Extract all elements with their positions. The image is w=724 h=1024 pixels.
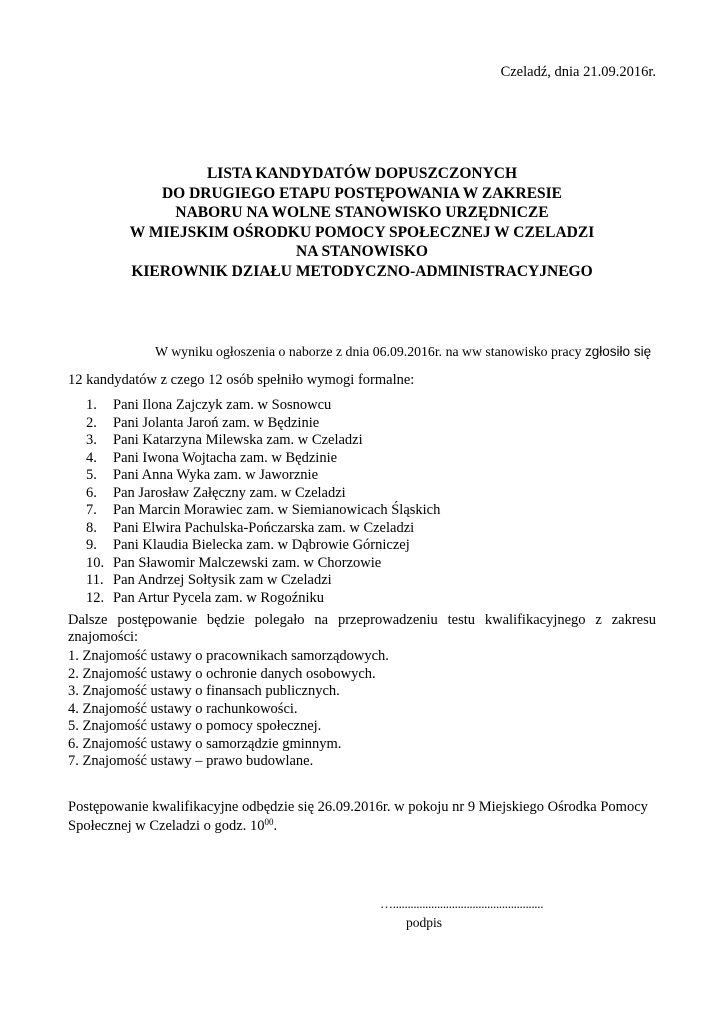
candidate-number: 3. <box>86 432 97 448</box>
candidate-name: Pani Jolanta Jaroń zam. w Będzinie <box>113 414 320 431</box>
candidate-name: Pani Iwona Wojtacha zam. w Będzinie <box>113 449 338 466</box>
title-line: KIEROWNIK DZIAŁU METODYCZNO-ADMINISTRACYJNEGO <box>131 262 593 280</box>
title-line: DO DRUGIEGO ETAPU POSTĘPOWANIA W ZAKRESIE <box>161 184 563 202</box>
intro-text-sans: zgłosiło się <box>585 344 652 359</box>
candidate-number: 8. <box>86 519 97 536</box>
candidate-item <box>86 555 440 573</box>
procedure-intro: Dalsze postępowanie będzie polegało na przeprowadzeniu testu kwalifikacyjnego z zakresu znajomości: <box>68 612 656 645</box>
candidate-item <box>86 537 440 555</box>
topic-item: 1. Znajomość ustawy o pracownikach samorządowych. <box>68 648 389 664</box>
candidate-name: Pan Andrzej Sołtysik zam w Czeladzi <box>113 572 332 588</box>
candidate-name: Pani Katarzyna Milewska zam. w Czeladzi <box>113 432 363 448</box>
candidate-list <box>86 397 440 607</box>
topic-item: 5. Znajomość ustawy o pomocy społecznej. <box>68 718 322 734</box>
candidate-name: Pani Anna Wyka zam. w Jaworznie <box>113 467 319 483</box>
final-end: . <box>273 818 278 834</box>
candidate-number: 5. <box>86 467 97 483</box>
signature-label: podpis <box>406 915 443 930</box>
candidate-name: Pan Marcin Morawiec zam. w Siemianowicach Śląskich <box>113 502 441 518</box>
topic-item: 4. Znajomość ustawy o rachunkowości. <box>68 700 298 717</box>
candidate-item <box>86 432 440 450</box>
candidate-item <box>86 502 440 520</box>
title-line: NABORU NA WOLNE STANOWISKO URZĘDNICZE <box>175 204 549 222</box>
candidate-name: Pani Ilona Zajczyk zam. w Sosnowcu <box>113 397 332 413</box>
topic-item: 3. Znajomość ustawy o finansach publicznych. <box>68 683 340 699</box>
final-text: Postępowanie kwalifikacyjne odbędzie się 26.09.2016r. w pokoju nr 9 Miejskiego Ośrodka Pomocy Społecznej w Czeladzi o godz. 10 <box>68 799 648 834</box>
intro-text: W wyniku ogłoszenia o naborze z dnia 06.09.2016r. na ww stanowisko pracy <box>155 344 586 359</box>
topic-item: 7. Znajomość ustawy – prawo budowlane. <box>68 753 314 769</box>
intro-line-1 <box>155 344 655 360</box>
candidate-item <box>86 467 440 485</box>
candidate-item <box>86 485 440 503</box>
title-line: W MIEJSKIM OŚRODKU POMOCY SPOŁECZNEJ W CZELADZI <box>129 223 595 241</box>
candidate-item <box>86 397 440 415</box>
title-line: LISTA KANDYDATÓW DOPUSZCZONYCH <box>206 165 518 182</box>
candidate-name: Pani Elwira Pachulska-Pończarska zam. w Czeladzi <box>113 519 415 536</box>
candidate-item <box>86 572 440 590</box>
candidate-item <box>86 450 440 468</box>
title-line: NA STANOWISKO <box>296 243 428 261</box>
candidate-name: Pan Jarosław Załęczny zam. w Czeladzi <box>113 484 346 501</box>
topic-item: 6. Znajomość ustawy o samorządzie gminnym. <box>68 735 342 752</box>
candidate-number: 2. <box>86 414 97 431</box>
topic-list <box>68 648 389 771</box>
candidate-number: 10. <box>86 554 105 571</box>
topic-item: 2. Znajomość ustawy o ochronie danych osobowych. <box>68 665 376 682</box>
time-superscript: 00 <box>264 817 274 827</box>
candidate-number: 4. <box>86 449 97 466</box>
candidate-number: 7. <box>86 502 97 518</box>
candidate-name: Pan Sławomir Malczewski zam. w Chorzowie <box>113 554 382 571</box>
place-date: Czeladź, dnia 21.09.2016r. <box>500 64 656 80</box>
candidate-number: 12. <box>86 589 105 606</box>
intro-line-2: 12 kandydatów z czego 12 osób spełniło wymogi formalne: <box>68 372 415 388</box>
candidate-name: Pan Artur Pycela zam. w Rogoźniku <box>113 589 325 606</box>
candidate-number: 11. <box>86 572 104 588</box>
candidate-number: 6. <box>86 484 97 501</box>
candidate-name: Pani Klaudia Bielecka zam. w Dąbrowie Górniczej <box>113 537 410 553</box>
candidate-item <box>86 415 440 433</box>
candidate-number: 9. <box>86 537 97 553</box>
final-paragraph <box>68 798 668 836</box>
candidate-item <box>86 520 440 538</box>
document-title <box>0 164 724 282</box>
candidate-item <box>86 590 440 608</box>
candidate-number: 1. <box>86 397 97 413</box>
signature-line: …................................................... <box>380 896 544 911</box>
